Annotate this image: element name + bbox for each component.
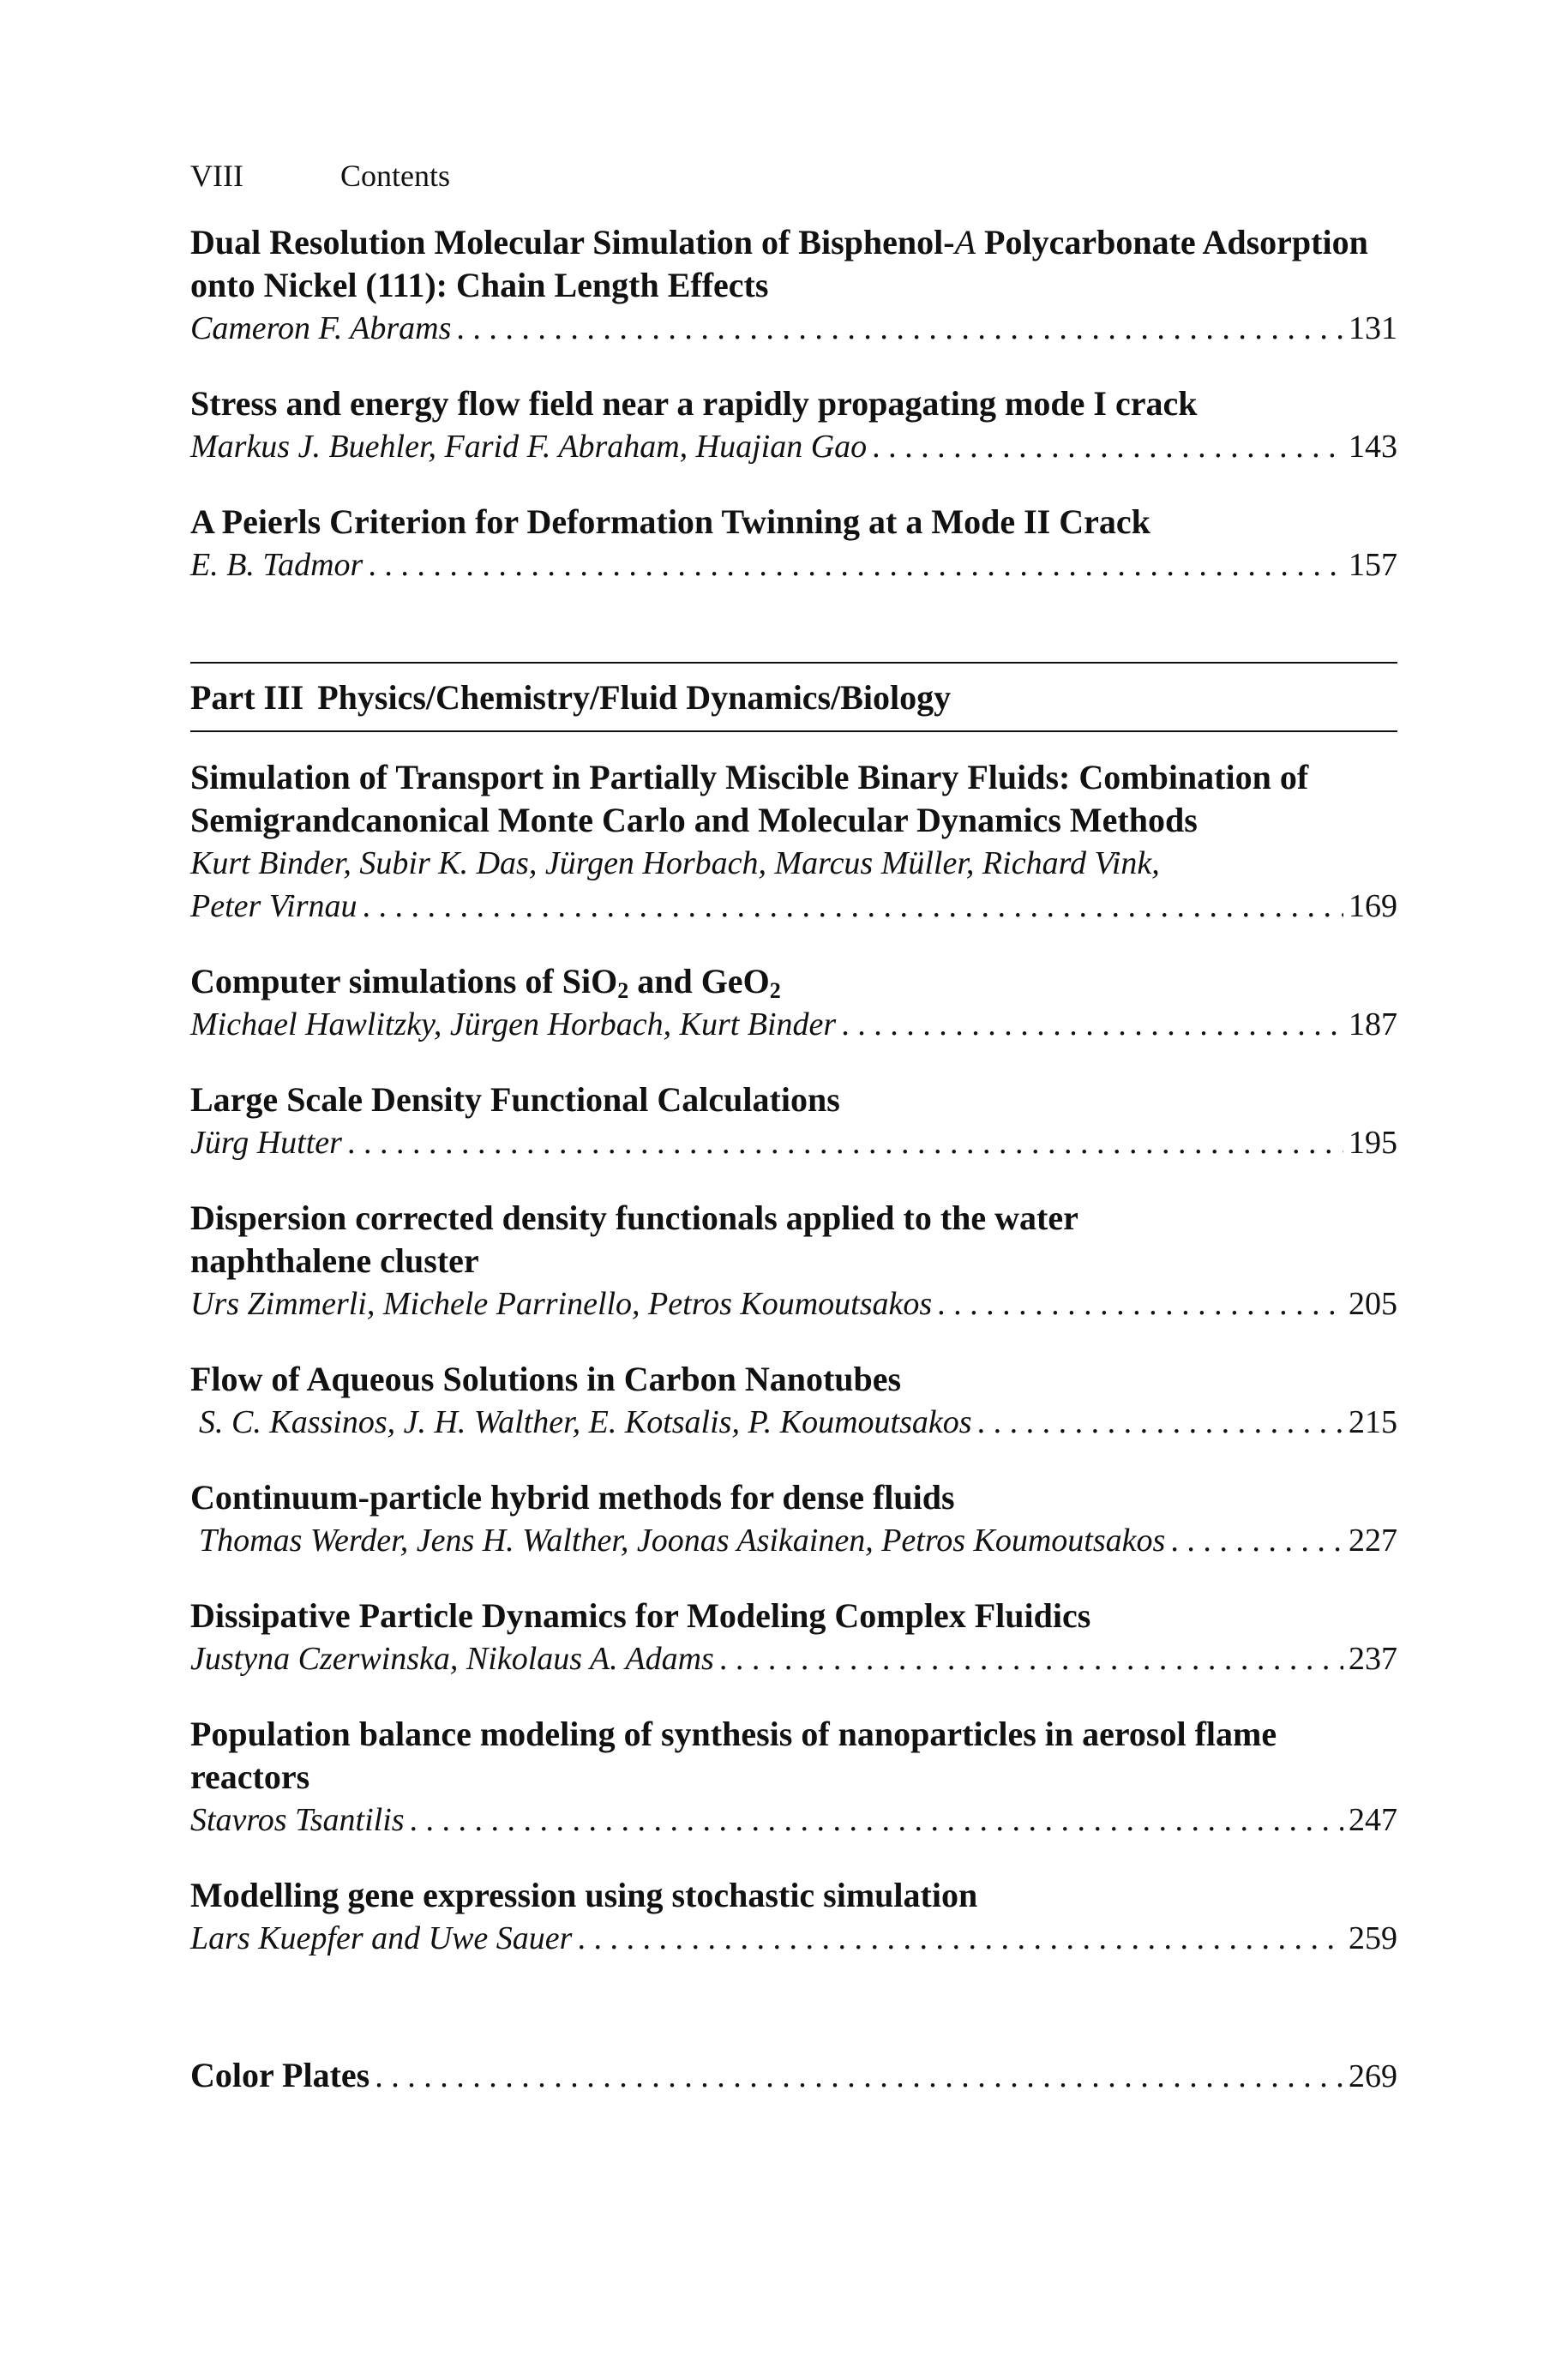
toc-entry[interactable] — [190, 1078, 1397, 1164]
running-head-title: Contents — [340, 159, 451, 193]
dot-leader — [347, 1121, 1343, 1164]
dot-leader — [937, 1283, 1343, 1325]
entry-author-line — [190, 1519, 1397, 1562]
entry-title: A Peierls Criterion for Deformation Twinning at a Mode II Crack — [190, 502, 1150, 541]
entry-page: 259 — [1349, 1920, 1397, 1956]
dot-leader — [456, 307, 1343, 350]
dot-leader — [577, 1917, 1343, 1960]
dot-leader — [1170, 1519, 1343, 1562]
entry-author-line — [190, 544, 1397, 586]
entry-page: 227 — [1349, 1523, 1397, 1559]
dot-leader — [841, 1003, 1343, 1046]
entry-authors: S. C. Kassinos, J. H. Walther, E. Kotsalis, P. Koumoutsakos — [199, 1404, 972, 1440]
running-head — [190, 154, 1397, 197]
entry-authors: Urs Zimmerli, Michele Parrinello, Petros Koumoutsakos — [190, 1286, 933, 1322]
entry-author-line — [190, 425, 1397, 468]
entry-authors: Stavros Tsantilis — [190, 1802, 405, 1838]
entry-page: 157 — [1349, 547, 1397, 583]
dot-leader — [872, 425, 1343, 468]
entry-title: Modelling gene expression using stochastic simulation — [190, 1876, 978, 1914]
page-number: VIII — [190, 159, 243, 193]
entry-authors: Cameron F. Abrams — [190, 310, 452, 346]
color-plates-entry[interactable] — [190, 2054, 1397, 2098]
entry-authors: Jürg Hutter — [190, 1125, 342, 1161]
part-title — [190, 677, 951, 718]
part-label: Part III — [190, 677, 304, 717]
entry-author-line — [190, 307, 1397, 350]
dot-leader — [368, 544, 1343, 586]
toc-entry[interactable] — [190, 960, 1397, 1046]
entry-title: Computer simulations of SiO$_2$ and GeO$_2$ — [190, 962, 781, 1003]
toc-entry[interactable] — [190, 1358, 1397, 1444]
dot-leader — [375, 2055, 1343, 2098]
entry-title: Dissipative Particle Dynamics for Modeling Complex Fluidics — [190, 1596, 1091, 1635]
toc-entry[interactable] — [190, 501, 1397, 586]
entry-title: Large Scale Density Functional Calculations — [190, 1080, 840, 1119]
entry-author-line — [190, 1799, 1397, 1841]
color-plates-page: 269 — [1349, 2058, 1397, 2094]
entry-authors: Peter Virnau — [190, 888, 357, 924]
toc-entry[interactable] — [190, 1874, 1397, 1960]
dot-leader — [410, 1799, 1343, 1841]
entry-title: Continuum-particle hybrid methods for dense fluids — [190, 1478, 955, 1517]
entry-page: 187 — [1349, 1006, 1397, 1042]
entry-title: Flow of Aqueous Solutions in Carbon Nanotubes — [190, 1360, 902, 1398]
toc-entry[interactable] — [190, 1713, 1397, 1841]
entry-title: Population balance modeling of synthesis of nanoparticles in aerosol flame reactors — [190, 1715, 1277, 1796]
toc-entry[interactable] — [190, 1197, 1397, 1325]
entry-author-line — [190, 1121, 1397, 1164]
entry-authors: Michael Hawlitzky, Jürgen Horbach, Kurt Binder — [190, 1006, 837, 1042]
entry-authors: E. B. Tadmor — [190, 547, 363, 583]
entry-page: 215 — [1349, 1404, 1397, 1440]
part-heading[interactable] — [190, 662, 1397, 732]
dot-leader — [363, 885, 1343, 928]
entry-author-line — [190, 885, 1397, 928]
entry-page: 143 — [1349, 429, 1397, 465]
entry-page: 169 — [1349, 888, 1397, 924]
entry-author-line — [190, 1917, 1397, 1960]
toc-entry[interactable] — [190, 756, 1397, 928]
entry-author-line — [190, 1401, 1397, 1444]
color-plates-label: Color Plates — [190, 2056, 370, 2094]
dot-leader — [719, 1637, 1343, 1680]
toc-entry[interactable] — [190, 1595, 1397, 1680]
entry-author-line — [190, 1003, 1397, 1046]
toc-entry[interactable] — [190, 221, 1397, 350]
entry-page: 195 — [1349, 1125, 1397, 1161]
entry-title: Dual Resolution Molecular Simulation of Bisphenol-A Polycarbonate Adsorption onto Nickel (111): Chain Length Effects — [190, 223, 1368, 304]
toc-entry[interactable] — [190, 382, 1397, 468]
entry-title: Simulation of Transport in Partially Miscible Binary Fluids: Combination of Semigrandcanonical Monte Carlo and Molecular Dynamics Methods — [190, 758, 1309, 839]
entry-page: 205 — [1349, 1286, 1397, 1322]
contents-page — [190, 154, 1397, 2098]
entry-authors: Lars Kuepfer and Uwe Sauer — [190, 1920, 573, 1956]
entry-page: 131 — [1349, 310, 1397, 346]
entry-authors-line1: Kurt Binder, Subir K. Das, Jürgen Horbach, Marcus Müller, Richard Vink, — [190, 845, 1160, 881]
toc-entry[interactable] — [190, 1476, 1397, 1562]
entry-authors: Justyna Czerwinska, Nikolaus A. Adams — [190, 1641, 714, 1677]
entry-author-line — [190, 1637, 1397, 1680]
part-name: Physics/Chemistry/Fluid Dynamics/Biology — [317, 677, 952, 717]
entry-author-line — [190, 1283, 1397, 1325]
entry-authors: Markus J. Buehler, Farid F. Abraham, Huajian Gao — [190, 429, 868, 465]
dot-leader — [977, 1401, 1343, 1444]
entry-title: Dispersion corrected density functionals applied to the water naphthalene cluster — [190, 1199, 1078, 1280]
entry-page: 247 — [1349, 1802, 1397, 1838]
entry-page: 237 — [1349, 1641, 1397, 1677]
entry-title: Stress and energy flow field near a rapidly propagating mode I crack — [190, 384, 1198, 423]
entry-authors: Thomas Werder, Jens H. Walther, Joonas Asikainen, Petros Koumoutsakos — [199, 1523, 1166, 1559]
